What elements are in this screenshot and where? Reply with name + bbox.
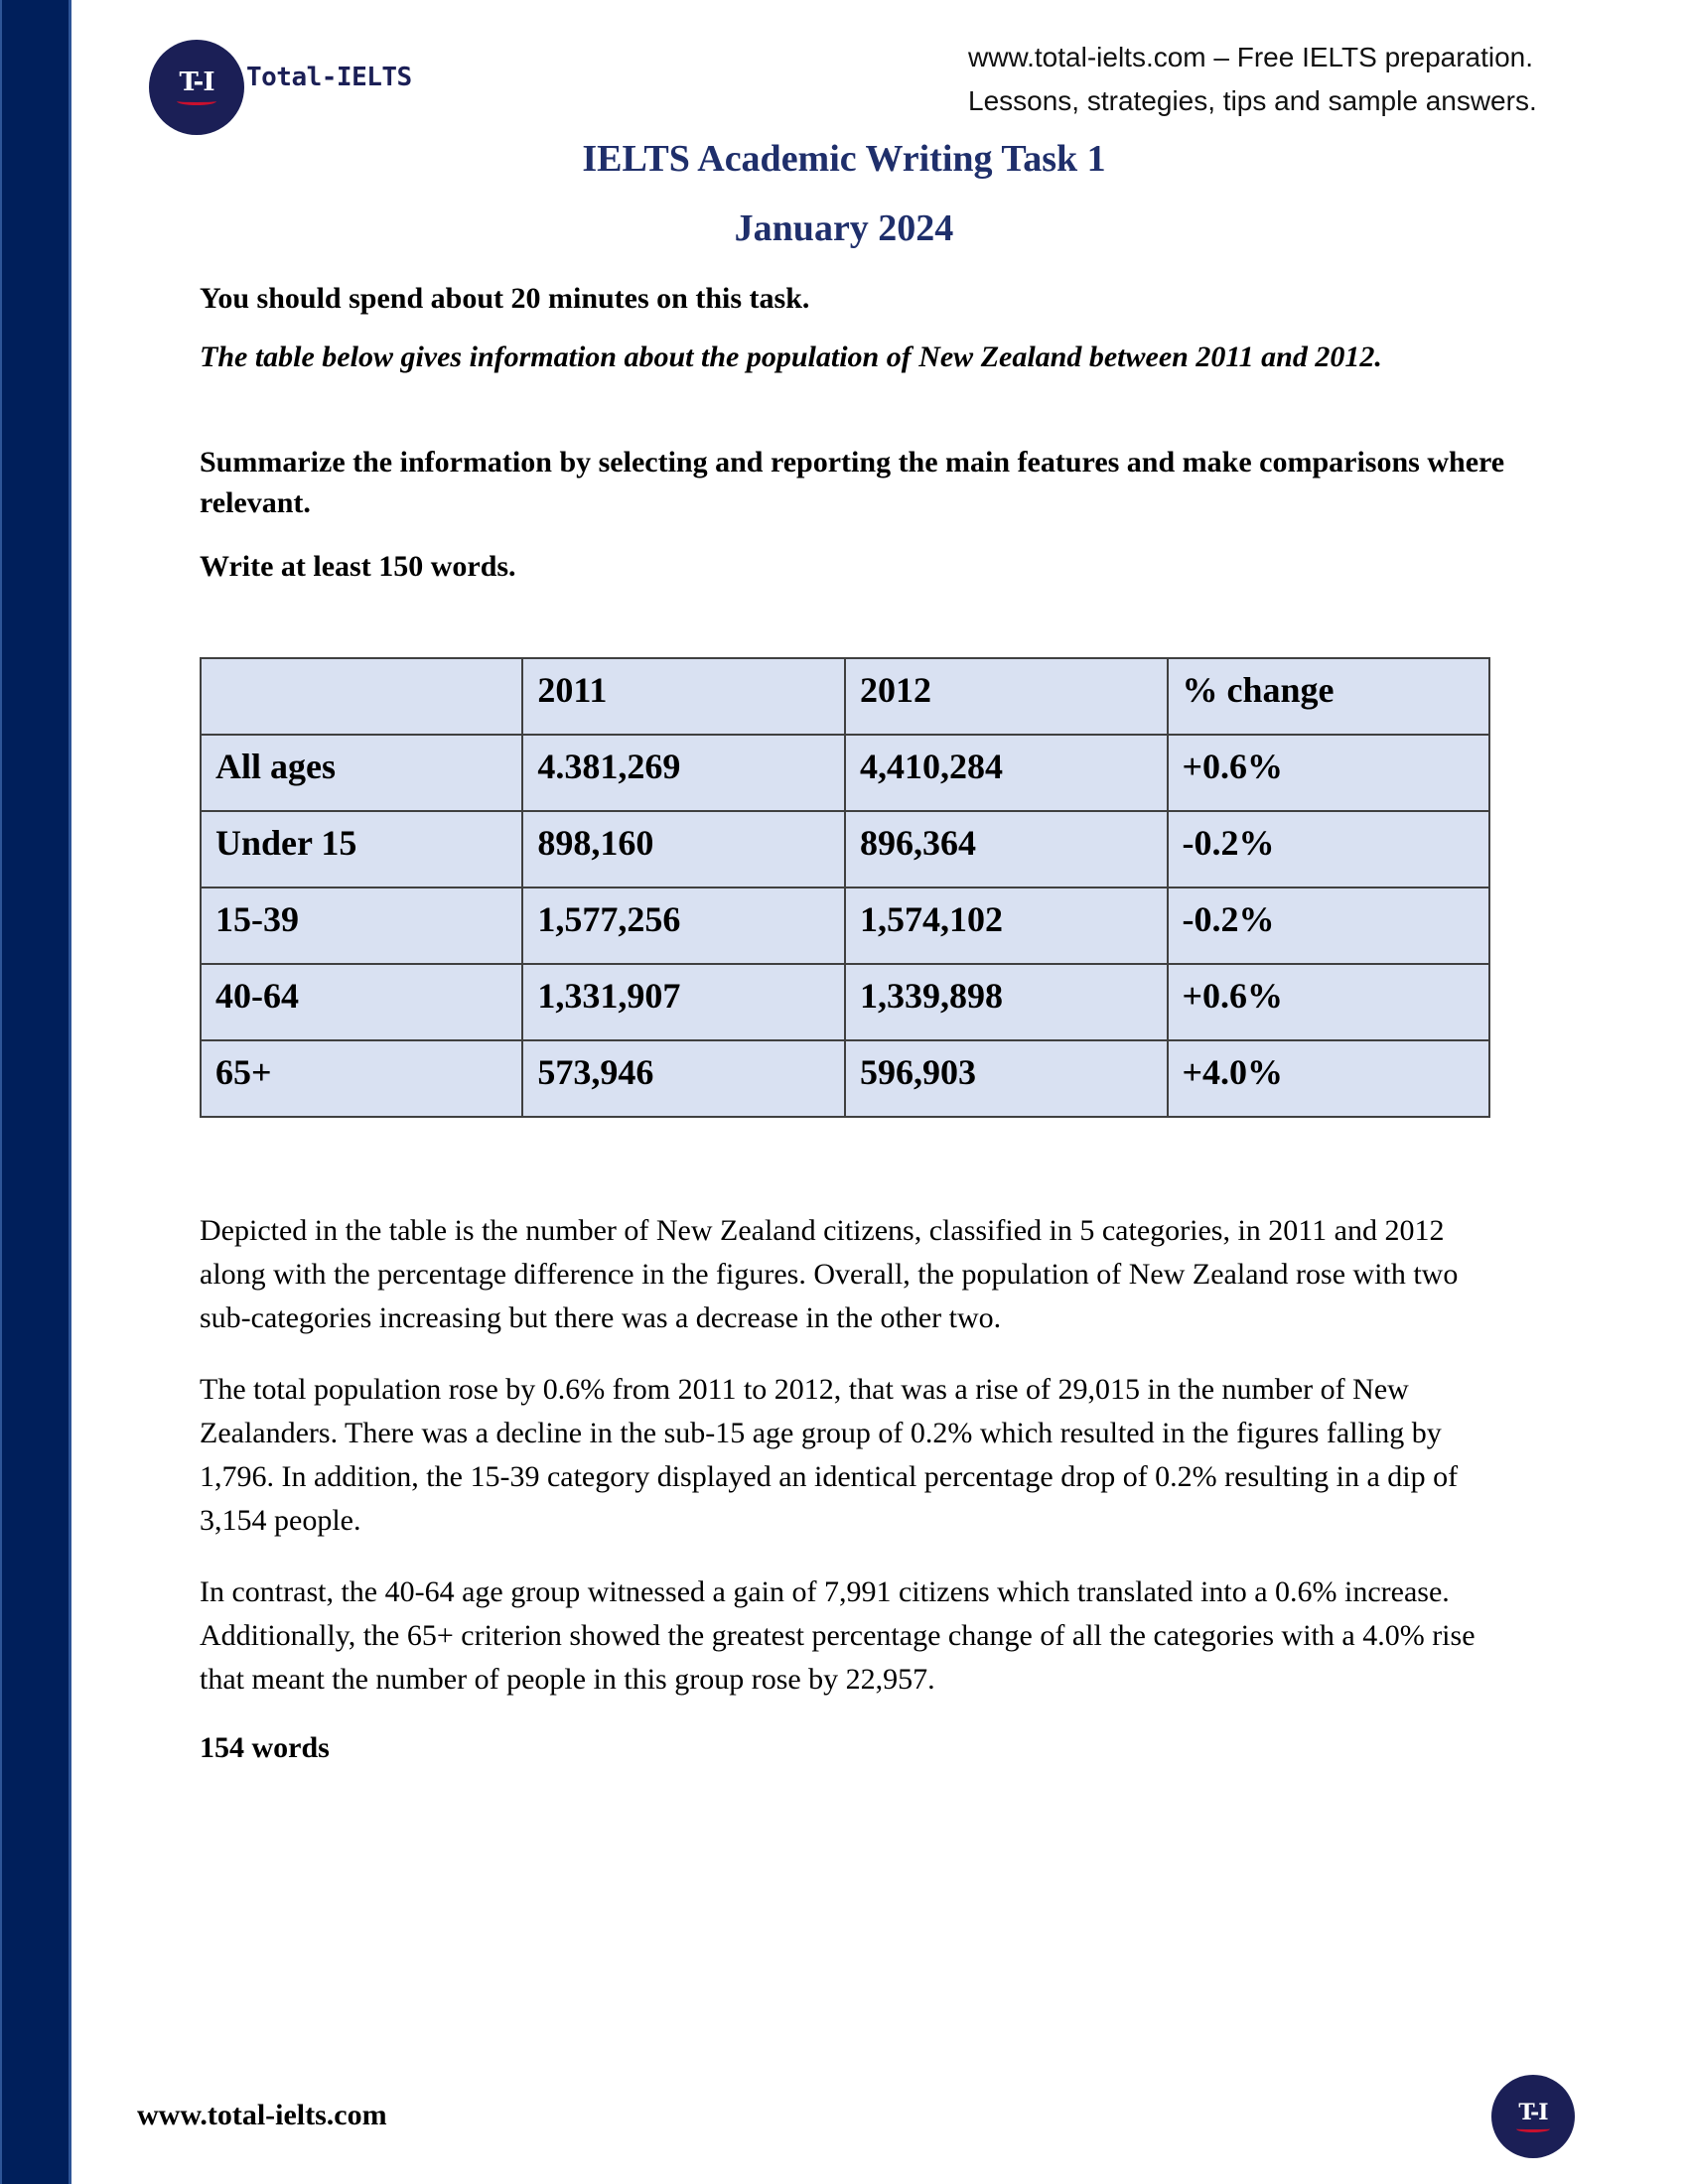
table-cell: 573,946 bbox=[522, 1040, 845, 1117]
table-header-row bbox=[201, 658, 1489, 735]
brand-name: Total-IELTS bbox=[246, 63, 412, 92]
header-tagline bbox=[968, 36, 1604, 123]
table-row bbox=[201, 811, 1489, 887]
table-row bbox=[201, 964, 1489, 1040]
table-row bbox=[201, 735, 1489, 811]
logo-swoosh-icon bbox=[177, 97, 216, 105]
logo-initials: T-I bbox=[1518, 2099, 1548, 2125]
table-cell: 4,410,284 bbox=[845, 735, 1168, 811]
table-cell: 596,903 bbox=[845, 1040, 1168, 1117]
table-header-cell bbox=[201, 658, 522, 735]
row-label: 15-39 bbox=[201, 887, 522, 964]
table-cell: +0.6% bbox=[1168, 735, 1489, 811]
page-title: IELTS Academic Writing Task 1 bbox=[582, 138, 1106, 180]
row-label: Under 15 bbox=[201, 811, 522, 887]
page-date: January 2024 bbox=[734, 207, 954, 249]
table-header-cell: 2012 bbox=[845, 658, 1168, 735]
logo-swoosh-icon bbox=[1516, 2125, 1550, 2132]
brand-logo-icon bbox=[149, 40, 244, 135]
table-cell: 4.381,269 bbox=[522, 735, 845, 811]
table-cell: +0.6% bbox=[1168, 964, 1489, 1040]
table-cell: 1,577,256 bbox=[522, 887, 845, 964]
instruction-prompt: The table below gives information about the population of New Zealand between 2011 and 2012. bbox=[200, 341, 1382, 373]
left-sidebar-bar bbox=[0, 0, 71, 2184]
instruction-task: Summarize the information by selecting and reporting the main features and make comparisons where relevant. bbox=[200, 446, 1505, 519]
table-cell: 1,339,898 bbox=[845, 964, 1168, 1040]
table-cell: -0.2% bbox=[1168, 887, 1489, 964]
tagline-line-2: Lessons, strategies, tips and sample answers. bbox=[968, 85, 1537, 116]
footer-logo-icon bbox=[1491, 2075, 1575, 2158]
instruction-time: You should spend about 20 minutes on this task. bbox=[200, 282, 810, 315]
table-cell: 1,574,102 bbox=[845, 887, 1168, 964]
table-row bbox=[201, 887, 1489, 964]
table-cell: 896,364 bbox=[845, 811, 1168, 887]
answer-paragraph-3: In contrast, the 40-64 age group witnessed a gain of 7,991 citizens which translated into a 0.6% increase. Additionally, the 65+ criterion showed the greatest percentage change of all the categories with a 4.0% rise that meant the number of people in this group rose by 22,957. bbox=[200, 1575, 1476, 1696]
row-label: 65+ bbox=[201, 1040, 522, 1117]
answer-paragraph-1: Depicted in the table is the number of New Zealand citizens, classified in 5 categories, in 2011 and 2012 along with the percentage difference in the figures. Overall, the population of New Zealand rose with two sub-categories increasing but there was a decrease in the other two. bbox=[200, 1214, 1459, 1334]
answer-paragraph-2: The total population rose by 0.6% from 2011 to 2012, that was a rise of 29,015 in the number of New Zealanders. There was a decline in the sub-15 age group of 0.2% which resulted in the figures falling by 1,796. In addition, the 15-39 category displayed an identical percentage drop of 0.2% resulting in a dip of 3,154 people. bbox=[200, 1373, 1459, 1537]
table-cell: 1,331,907 bbox=[522, 964, 845, 1040]
table-row bbox=[201, 1040, 1489, 1117]
table-cell: +4.0% bbox=[1168, 1040, 1489, 1117]
table-header-cell: % change bbox=[1168, 658, 1489, 735]
table-header-cell: 2011 bbox=[522, 658, 845, 735]
table-cell: -0.2% bbox=[1168, 811, 1489, 887]
row-label: 40-64 bbox=[201, 964, 522, 1040]
footer-url-link[interactable]: www.total-ielts.com bbox=[137, 2099, 387, 2131]
word-count: 154 words bbox=[200, 1731, 330, 1764]
table-cell: 898,160 bbox=[522, 811, 845, 887]
logo-initials: T-I bbox=[179, 68, 214, 97]
instruction-length: Write at least 150 words. bbox=[200, 550, 516, 583]
tagline-line-1: www.total-ielts.com – Free IELTS preparation. bbox=[968, 42, 1534, 72]
row-label: All ages bbox=[201, 735, 522, 811]
population-table bbox=[200, 657, 1490, 1118]
